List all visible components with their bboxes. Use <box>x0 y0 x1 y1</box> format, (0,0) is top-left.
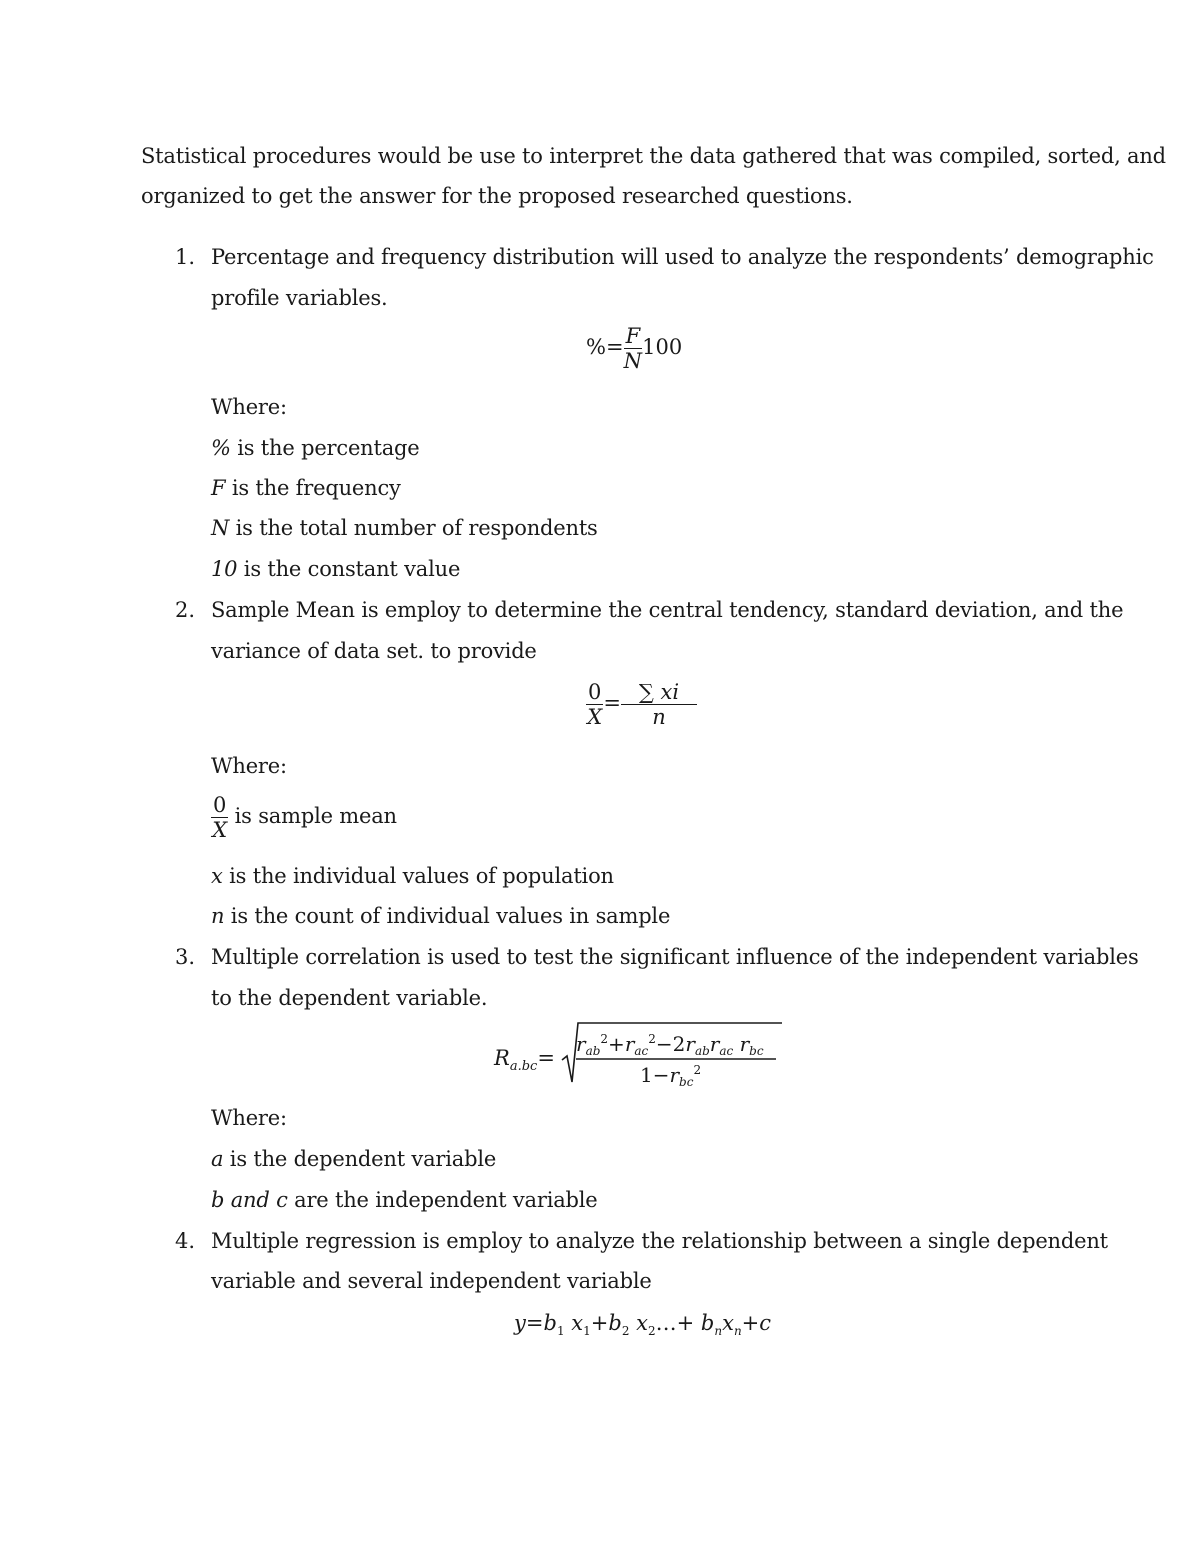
mean-rhs-den: n <box>652 705 666 729</box>
def-n <box>211 902 670 930</box>
def-b-c <box>211 1186 598 1214</box>
def-text: is the individual values of population <box>222 864 614 888</box>
percentage-fraction <box>624 324 643 373</box>
def-mean-den: X <box>212 818 227 842</box>
def-sample-mean <box>211 793 397 842</box>
def-constant <box>211 555 460 583</box>
def-text: are the independent variable <box>287 1188 598 1212</box>
def-mean-fraction <box>211 793 228 842</box>
def-frequency <box>211 474 401 502</box>
def-symbol: F <box>211 476 226 500</box>
mean-formula <box>586 680 697 729</box>
correlation-equals: = <box>537 1046 555 1070</box>
mean-lhs-num: 0 <box>588 680 602 704</box>
mean-rhs-fraction <box>621 680 697 729</box>
item-4-line-2: variable and several independent variable <box>211 1269 652 1293</box>
item-4-line-1: Multiple regression is employ to analyze the relationship between a single dependent <box>211 1229 1108 1253</box>
def-symbol: b and c <box>211 1188 288 1212</box>
intro-line-1: Statistical procedures would be use to interpret the data gathered that was compiled, sorted, and <box>141 144 1166 168</box>
def-symbol: n <box>211 904 225 928</box>
mean-equals: = <box>603 691 621 715</box>
def-x <box>211 862 614 890</box>
def-text: is the frequency <box>225 476 401 500</box>
item-1-where: Where: <box>211 395 287 419</box>
def-text: is the total number of respondents <box>229 516 598 540</box>
item-1-number: 1. <box>175 245 196 269</box>
mean-rhs-num: ∑ xi <box>621 680 697 705</box>
def-symbol: a <box>211 1147 224 1171</box>
item-3-number: 3. <box>175 945 196 969</box>
def-total <box>211 514 598 542</box>
mean-lhs-fraction <box>586 680 603 729</box>
svg-text:y=b1 x1+b2 x2…+ bnxn+c: $y=b_1$ $x_1+b_2$ $x_2\dots+ b_nx_n+c$ <box>514 1311 772 1338</box>
correlation-numerator: $r_{ab}^2+r_{ac}^2-2r_{ab}r_{ac}$ $r_{bc}$ <box>576 1032 764 1058</box>
intro-line-2: organized to get the answer for the proposed researched questions. <box>141 184 853 208</box>
item-3-line-1: Multiple correlation is used to test the significant influence of the independent variables <box>211 945 1139 969</box>
def-a <box>211 1145 496 1173</box>
def-symbol: % <box>211 436 231 460</box>
correlation-R-sub: a.bc <box>509 1059 538 1075</box>
item-4-number: 4. <box>175 1229 196 1253</box>
def-text: is the constant value <box>237 557 461 581</box>
correlation-R: R <box>494 1046 510 1070</box>
def-symbol: 10 <box>211 557 238 581</box>
correlation-denominator: $1-r_{bc}^2$ <box>640 1063 702 1088</box>
item-1-line-1: Percentage and frequency distribution will used to analyze the respondents’ demographic <box>211 245 1154 269</box>
percentage-numerator: F <box>625 324 641 348</box>
percentage-denominator: N <box>623 349 643 373</box>
item-2-line-2: variance of data set. to provide <box>211 639 537 663</box>
item-2-where: Where: <box>211 754 287 778</box>
percentage-formula <box>586 324 682 373</box>
percentage-formula-lhs: %= <box>586 335 624 359</box>
def-text: is the dependent variable <box>223 1147 497 1171</box>
correlation-formula <box>560 1020 785 1088</box>
item-3-where: Where: <box>211 1106 287 1130</box>
def-percentage <box>211 434 420 462</box>
percentage-formula-rhs: 100 <box>642 335 683 359</box>
item-1-line-2: profile variables. <box>211 286 388 310</box>
regression-formula <box>512 1302 772 1342</box>
def-text: is sample mean <box>228 804 397 828</box>
def-symbol: x <box>211 864 223 888</box>
item-2-number: 2. <box>175 598 196 622</box>
def-text: is the count of individual values in sample <box>224 904 671 928</box>
def-symbol: N <box>211 516 230 540</box>
item-3-line-2: to the dependent variable. <box>211 986 488 1010</box>
def-text: is the percentage <box>230 436 420 460</box>
correlation-formula-lhs <box>494 1046 555 1074</box>
item-2-line-1: Sample Mean is employ to determine the central tendency, standard deviation, and the <box>211 598 1124 622</box>
mean-lhs-den: X <box>587 705 603 729</box>
def-mean-num: 0 <box>213 793 227 817</box>
